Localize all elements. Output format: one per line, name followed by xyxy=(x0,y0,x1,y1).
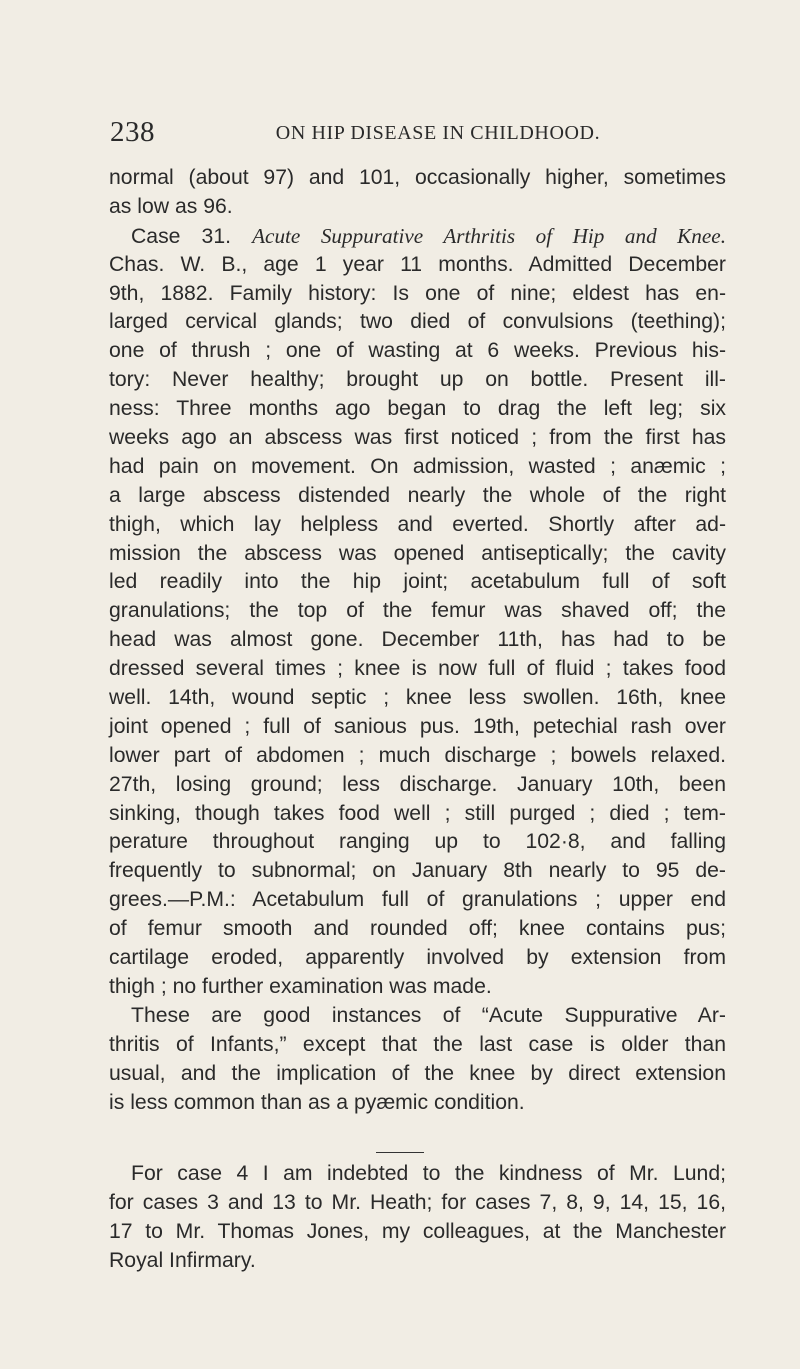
text-line: one of thrush ; one of wasting at 6 weeks. Previous his- xyxy=(109,339,726,363)
running-title: ON HIP DISEASE IN CHILDHOOD. xyxy=(275,122,601,144)
text-line: 27th, losing ground; less discharge. January 10th, been xyxy=(109,772,726,796)
text-line: of femur smooth and rounded off; knee contains pus; xyxy=(109,917,726,941)
text-line: These are good instances of “Acute Suppurative Ar- xyxy=(131,1003,726,1027)
text-line: 17 to Mr. Thomas Jones, my colleagues, at the Manchester xyxy=(109,1219,726,1243)
text-line: is less common than as a pyæmic condition. xyxy=(109,1090,525,1114)
text-line: thigh ; no further examination was made. xyxy=(109,974,492,998)
case-number: Case 31. xyxy=(131,224,231,248)
text-line: For case 4 I am indebted to the kindness of Mr. Lund; xyxy=(131,1162,726,1185)
text-line: as low as 96. xyxy=(109,194,233,218)
text-line: mission the abscess was opened antiseptically; the cavity xyxy=(109,541,726,565)
text-line: weeks ago an abscess was first noticed ; from the first has xyxy=(109,426,726,450)
text-line: led readily into the hip joint; acetabulum full of soft xyxy=(109,570,726,594)
text-line: usual, and the implication of the knee by direct extension xyxy=(109,1061,726,1085)
case-heading-line xyxy=(109,222,726,251)
main-text xyxy=(109,164,726,1117)
text-line: well. 14th, wound septic ; knee less swollen. 16th, knee xyxy=(109,686,726,710)
text-line: sinking, though takes food well ; still purged ; died ; tem- xyxy=(109,801,726,825)
text-line: had pain on movement. On admission, wasted ; anæmic ; xyxy=(109,454,726,478)
text-line: joint opened ; full of sanious pus. 19th, petechial rash over xyxy=(109,714,726,738)
text-line: larged cervical glands; two died of convulsions (teething); xyxy=(109,310,726,334)
case-title: Acute Suppurative Arthritis of Hip and Knee. xyxy=(252,223,726,248)
text-line: lower part of abdomen ; much discharge ; bowels relaxed. xyxy=(109,743,726,767)
text-line: thigh, which lay helpless and everted. Shortly after ad- xyxy=(109,512,726,536)
text-line: grees.—P.M.: Acetabulum full of granulations ; upper end xyxy=(109,888,726,912)
text-line: thritis of Infants,” except that the last case is older than xyxy=(109,1032,726,1056)
acknowledgment-paragraph xyxy=(109,1160,726,1276)
section-divider xyxy=(376,1152,424,1153)
text-line: cartilage eroded, apparently involved by extension from xyxy=(109,946,726,970)
text-line: a large abscess distended nearly the whole of the right xyxy=(109,483,726,507)
text-line: dressed several times ; knee is now full of fluid ; takes food xyxy=(109,657,726,681)
text-line: for cases 3 and 13 to Mr. Heath; for cases 7, 8, 9, 14, 15, 16, xyxy=(109,1190,726,1214)
text-line: head was almost gone. December 11th, has had to be xyxy=(109,628,726,652)
text-line: perature throughout ranging up to 102·8, and falling xyxy=(109,830,726,854)
text-line: ness: Three months ago began to drag the left leg; six xyxy=(109,397,726,421)
text-line: 9th, 1882. Family history: Is one of nine; eldest has en- xyxy=(109,281,726,305)
text-line: Chas. W. B., age 1 year 11 months. Admitted December xyxy=(109,252,726,276)
text-line: normal (about 97) and 101, occasionally higher, sometimes xyxy=(109,166,726,189)
text-line: Royal Infirmary. xyxy=(109,1248,256,1272)
page-number: 238 xyxy=(110,116,155,148)
text-line: granulations; the top of the femur was shaved off; the xyxy=(109,599,726,623)
running-head xyxy=(110,116,730,146)
text-line: frequently to subnormal; on January 8th nearly to 95 de- xyxy=(109,859,726,883)
text-line: tory: Never healthy; brought up on bottle. Present ill- xyxy=(109,368,726,392)
